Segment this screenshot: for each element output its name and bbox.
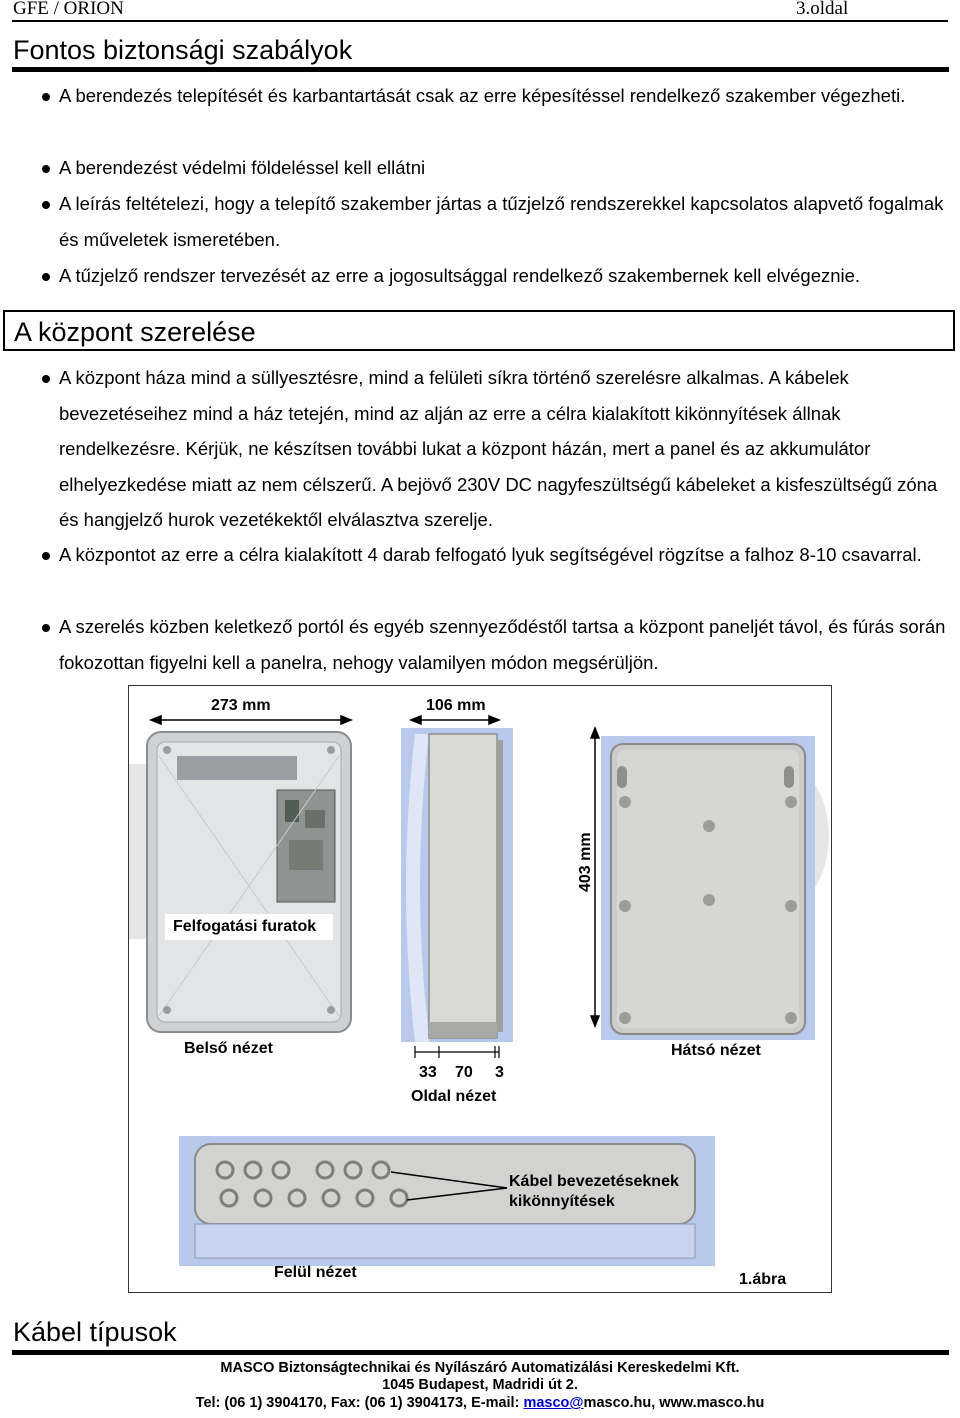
section-title-box bbox=[3, 310, 955, 351]
bullet-icon bbox=[42, 165, 50, 173]
footer-company: MASCO Biztonságtechnikai és Nyílászáró Automatizálási Kereskedelmi Kft. bbox=[220, 1360, 740, 1376]
list-item: A központot az erre a célra kialakított 4 darab felfogató lyuk segítségével rögzítse a falhoz 8-10 csavarral. bbox=[30, 537, 950, 573]
footer-contact: Tel: (06 1) 3904170, Fax: (06 1) 3904173, E-mail: masco@masco.hu, www.masco.hu bbox=[195, 1395, 765, 1411]
bullet-icon bbox=[42, 375, 50, 383]
list-item: A berendezés telepítését és karbantartását csak az erre képesítéssel rendelkező szakember végezheti. bbox=[30, 78, 950, 114]
header-left-title: GFE / ORION bbox=[13, 0, 124, 19]
bullet-icon bbox=[42, 93, 50, 101]
list-item: A leírás feltételezi, hogy a telepítő szakember jártas a tűzjelző rendszerekkel kapcsolatos alapvető fogalmak és műveletek ismeretében. bbox=[30, 186, 950, 257]
side-dim-70: 70 bbox=[455, 1064, 473, 1081]
cable-entry-label-1: Kábel bevezetéseknek bbox=[509, 1173, 679, 1190]
back-view bbox=[601, 736, 815, 1040]
email-link[interactable]: masco@ bbox=[523, 1395, 584, 1411]
side-view bbox=[401, 728, 513, 1042]
side-view-label: Oldal nézet bbox=[411, 1088, 497, 1105]
bullet-icon bbox=[42, 624, 50, 632]
list-item: A berendezést védelmi földeléssel kell ellátni bbox=[30, 150, 950, 186]
section-rule bbox=[12, 67, 949, 72]
bullet-icon bbox=[42, 201, 50, 209]
footer-rule bbox=[12, 1350, 949, 1355]
side-dim-3: 3 bbox=[495, 1064, 504, 1081]
bullet-icon bbox=[42, 552, 50, 560]
header-rule bbox=[12, 20, 948, 22]
figure-drawing bbox=[129, 686, 832, 1293]
figure-enclosure-views bbox=[128, 685, 832, 1293]
dimension-width-label: 273 mm bbox=[211, 697, 271, 714]
front-inner-view bbox=[147, 732, 351, 1032]
top-view-label: Felül nézet bbox=[274, 1264, 357, 1281]
mount-holes-label: Felfogatási furatok bbox=[173, 918, 317, 935]
section-title-safety: Fontos biztonsági szabályok bbox=[13, 35, 353, 65]
back-view-label: Hátsó nézet bbox=[671, 1042, 761, 1059]
front-view-label: Belső nézet bbox=[184, 1040, 273, 1057]
dimension-depth-label: 106 mm bbox=[426, 697, 486, 714]
dimension-height-label: 403 mm bbox=[577, 832, 594, 892]
footer-address: 1045 Budapest, Madridi út 2. bbox=[382, 1377, 578, 1393]
list-item: A tűzjelző rendszer tervezését az erre a jogosultsággal rendelkező szakembernek kell elvégeznie. bbox=[30, 258, 950, 294]
bullet-icon bbox=[42, 273, 50, 281]
side-dim-33: 33 bbox=[419, 1064, 437, 1081]
list-item: A szerelés közben keletkező portól és egyéb szennyeződéstől tartsa a központ paneljét távol, és fúrás során fokozottan figyelni kell a panelra, nehogy valamilyen módon megsérüljön. bbox=[30, 609, 950, 680]
header-page-number: 3.oldal bbox=[796, 0, 849, 19]
figure-number: 1.ábra bbox=[739, 1271, 787, 1288]
cable-entry-label-2: kikönnyítések bbox=[509, 1193, 615, 1210]
list-item: A központ háza mind a süllyesztésre, mind a felületi síkra történő szerelésre alkalmas. A kábelek bevezetéseihez mind a ház tetején, mind az alján az erre a célra kialakított kikönnyítések állnak rendelkezésre. Kérjük, ne készítsen további lukat a központ házán, mert a panel és az akkumulátor elhelyezkedése miatt az nem célszerű. A bejövő 230V DC nagyfeszültségű kábeleket a kisfeszültségű zóna és hangjelző hurok vezetékektől elválasztva szerelje. bbox=[30, 360, 950, 538]
side-dimension-ticks bbox=[415, 1046, 499, 1058]
section-title-cables: Kábel típusok bbox=[13, 1317, 177, 1347]
top-view bbox=[179, 1136, 715, 1266]
section-title-mounting: A központ szerelése bbox=[14, 317, 256, 347]
